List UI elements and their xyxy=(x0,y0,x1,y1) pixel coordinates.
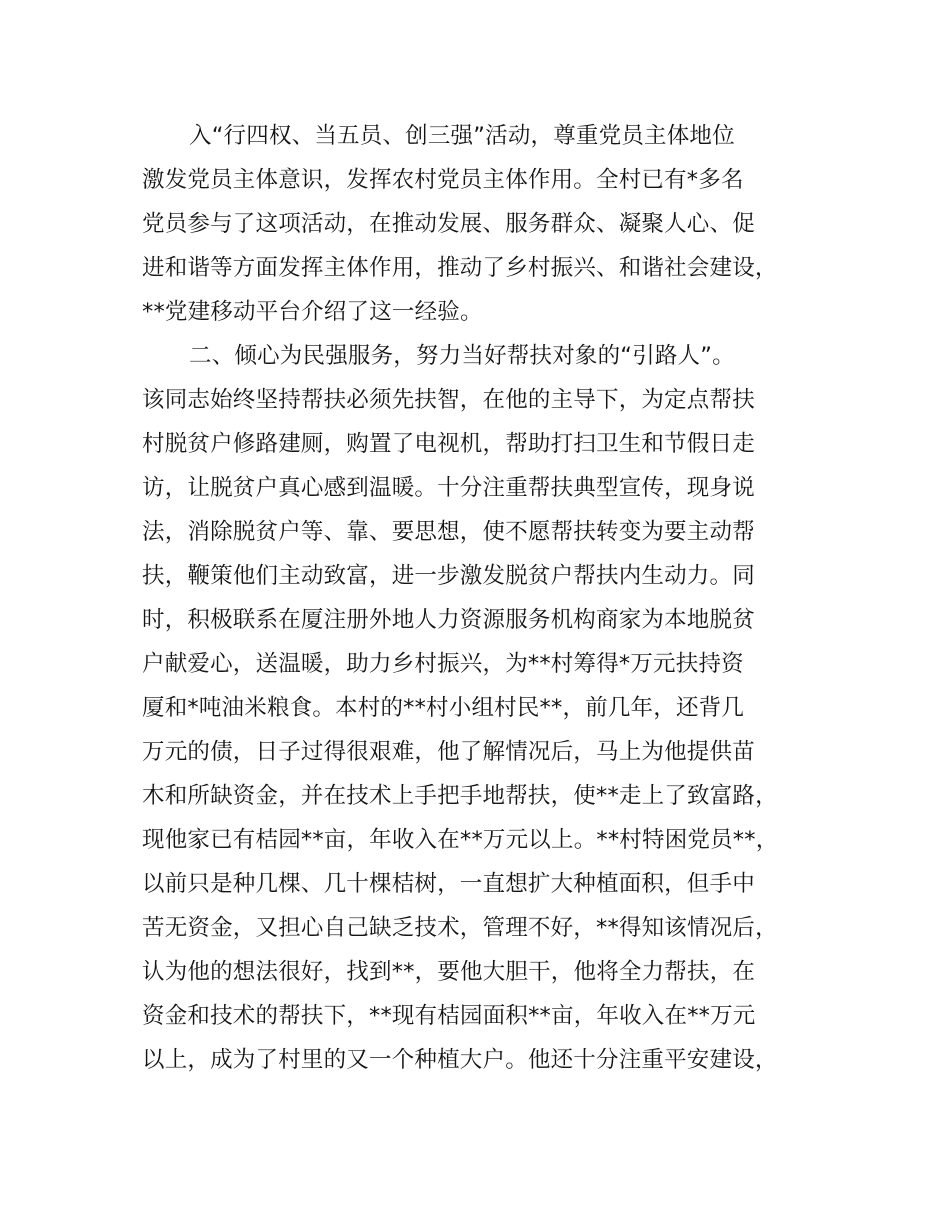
paragraph-1-line-3: 党员参与了这项活动，在推动发展、服务群众、凝聚人心、促 xyxy=(142,211,755,237)
paragraph-2-line-9: 厦和*吨油米粮食。本村的**村小组村民**，前几年，还背几 xyxy=(142,695,745,721)
paragraph-2-line-17: 以上，成为了村里的又一个种植大户。他还十分注重平安建设， xyxy=(142,1047,778,1073)
paragraph-2-line-3: 村脱贫户修路建厕，购置了电视机，帮助打扫卫生和节假日走 xyxy=(142,431,755,457)
paragraph-2-line-10: 万元的债，日子过得很艰难，他了解情况后，马上为他提供苗 xyxy=(142,739,755,765)
paragraph-1-line-1: 入“行四权、当五员、创三强”活动，尊重党员主体地位 xyxy=(189,123,735,149)
body-text xyxy=(142,114,842,1082)
paragraph-2-line-16: 资金和技术的帮扶下，**现有桔园面积**亩，年收入在**万元 xyxy=(142,1003,756,1029)
paragraph-2-line-15: 认为他的想法很好，找到**，要他大胆干，他将全力帮扶，在 xyxy=(142,959,756,985)
paragraph-2-line-2: 该同志始终坚持帮扶必须先扶智，在他的主导下，为定点帮扶 xyxy=(142,387,755,413)
paragraph-2-line-11: 木和所缺资金，并在技术上手把手地帮扶，使**走上了致富路， xyxy=(142,783,778,809)
paragraph-2-line-13: 以前只是种几棵、几十棵桔树，一直想扩大种植面积，但手中 xyxy=(142,871,755,897)
paragraph-2-line-7: 时，积极联系在厦注册外地人力资源服务机构商家为本地脱贫 xyxy=(142,607,755,633)
paragraph-2-line-14: 苦无资金，又担心自己缺乏技术，管理不好，**得知该情况后， xyxy=(142,915,778,941)
paragraph-2-line-6: 扶，鞭策他们主动致富，进一步激发脱贫户帮扶内生动力。同 xyxy=(142,563,755,589)
paragraph-1-line-2: 激发党员主体意识，发挥农村党员主体作用。全村已有*多名 xyxy=(142,167,744,193)
paragraph-2-line-8: 户献爱心，送温暖，助力乡村振兴，为**村筹得*万元扶持资 xyxy=(142,651,744,677)
paragraph-1-line-5: **党建移动平台介绍了这一经验。 xyxy=(142,299,483,325)
paragraph-2-line-5: 法，消除脱贫户等、靠、要思想，使不愿帮扶转变为要主动帮 xyxy=(142,519,755,545)
section-heading-two: 二、倾心为民强服务，努力当好帮扶对象的“引路人”。 xyxy=(189,343,735,369)
paragraph-2-line-4: 访，让脱贫户真心感到温暖。十分注重帮扶典型宣传，现身说 xyxy=(142,475,755,501)
paragraph-1-line-4: 进和谐等方面发挥主体作用，推动了乡村振兴、和谐社会建设， xyxy=(142,255,778,281)
paragraph-2-line-12: 现他家已有桔园**亩，年收入在**万元以上。**村特困党员**， xyxy=(142,827,779,853)
